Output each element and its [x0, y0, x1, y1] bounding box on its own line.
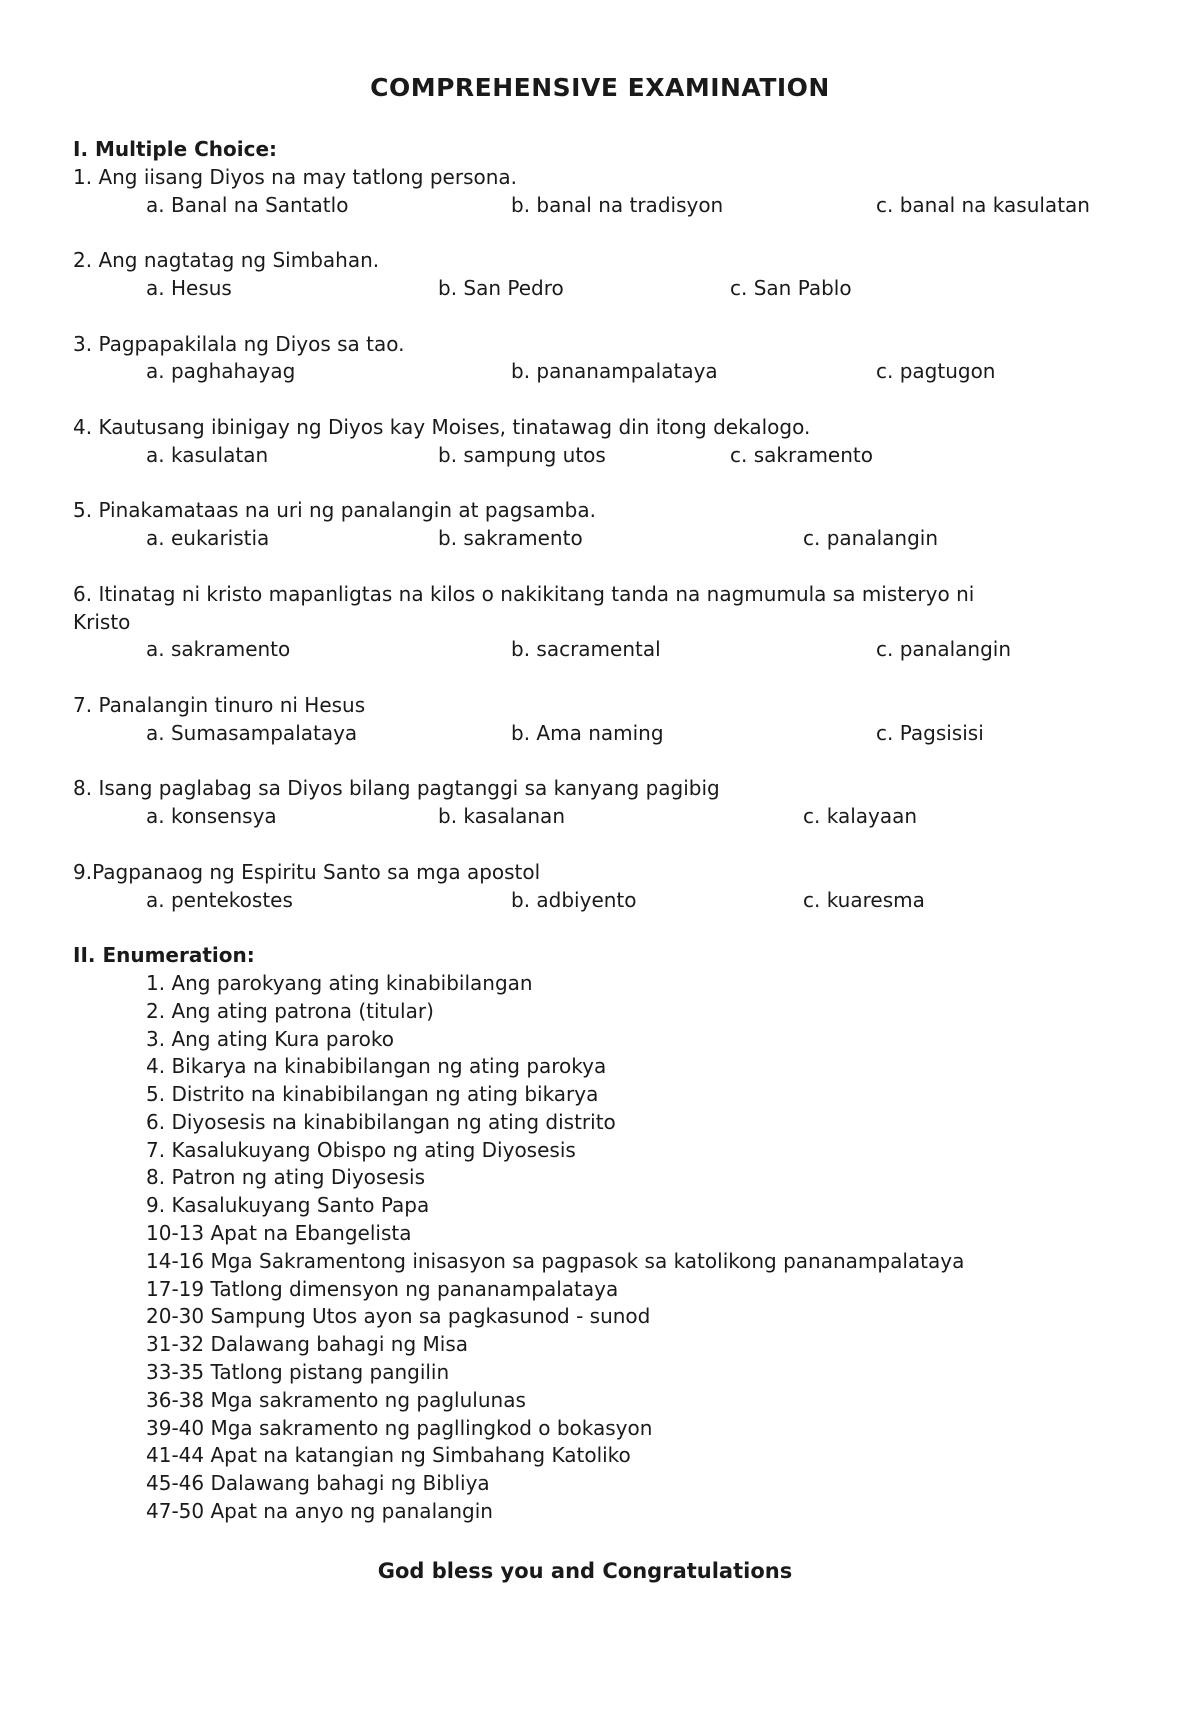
question-2 — [73, 247, 1133, 303]
choice-a: a. Sumasampalataya — [146, 720, 358, 745]
choice-c: c. pagtugon — [876, 359, 996, 384]
question-text: 8. Isang paglabag sa Diyos bilang pagtanggi sa kanyang pagibig — [73, 776, 720, 801]
list-item: 6. Diyosesis na kinabibilangan ng ating distrito — [146, 1109, 616, 1134]
list-item: 33-35 Tatlong pistang pangilin — [146, 1360, 450, 1385]
choice-b: b. kasalanan — [438, 804, 565, 829]
choice-c: c. kuaresma — [803, 887, 925, 912]
list-item: 47-50 Apat na anyo ng panalangin — [146, 1499, 493, 1524]
choice-c: c. San Pablo — [730, 275, 852, 300]
list-item: 31-32 Dalawang bahagi ng Misa — [146, 1332, 468, 1357]
list-item: 8. Patron ng ating Diyosesis — [146, 1165, 426, 1190]
question-text: 6. Itinatag ni kristo mapanligtas na kilos o nakikitang tanda na nagmumula sa misteryo ni — [73, 581, 975, 606]
choice-b: b. sakramento — [438, 526, 583, 551]
question-5 — [73, 497, 1133, 553]
list-item: 9. Kasalukuyang Santo Papa — [146, 1193, 430, 1218]
choice-a: a. Hesus — [146, 275, 232, 300]
question-4 — [73, 414, 1133, 470]
question-3 — [73, 331, 1133, 387]
question-text: 3. Pagpapakilala ng Diyos sa tao. — [73, 331, 405, 356]
list-item: 20-30 Sampung Utos ayon sa pagkasunod - sunod — [146, 1304, 651, 1329]
choice-c: c. panalangin — [876, 637, 1012, 662]
question-text: 4. Kautusang ibinigay ng Diyos kay Moises, tinatawag din itong dekalogo. — [73, 414, 811, 439]
question-text: 5. Pinakamataas na uri ng panalangin at pagsamba. — [73, 498, 596, 523]
list-item: 7. Kasalukuyang Obispo ng ating Diyosesis — [146, 1137, 576, 1162]
choice-b: b. banal na tradisyon — [511, 192, 724, 217]
choice-row — [73, 720, 1133, 748]
list-item: 41-44 Apat na katangian ng Simbahang Katoliko — [146, 1443, 631, 1468]
choice-b: b. adbiyento — [511, 887, 637, 912]
choice-b: b. San Pedro — [438, 275, 564, 300]
list-item: 14-16 Mga Sakramentong inisasyon sa pagpasok sa katolikong pananampalataya — [146, 1248, 965, 1273]
list-item: 1. Ang parokyang ating kinabibilangan — [146, 970, 533, 995]
list-item: 10-13 Apat na Ebangelista — [146, 1221, 412, 1246]
question-text-continued: Kristo — [73, 609, 131, 634]
list-item: 45-46 Dalawang bahagi ng Bibliya — [146, 1471, 490, 1496]
enumeration-heading: II. Enumeration: — [73, 943, 255, 968]
choice-c: c. Pagsisisi — [876, 720, 984, 745]
enumeration-list — [73, 970, 1133, 1526]
choice-a: a. kasulatan — [146, 442, 269, 467]
question-7 — [73, 692, 1133, 748]
choice-row — [73, 358, 1133, 386]
choice-a: a. pentekostes — [146, 887, 293, 912]
list-item: 2. Ang ating patrona (titular) — [146, 998, 434, 1023]
choice-a: a. Banal na Santatlo — [146, 192, 349, 217]
choice-b: b. pananampalataya — [511, 359, 718, 384]
question-text: 7. Panalangin tinuro ni Hesus — [73, 692, 366, 717]
list-item: 17-19 Tatlong dimensyon ng pananampalataya — [146, 1276, 619, 1301]
choice-row — [73, 192, 1133, 220]
choice-row — [73, 442, 1133, 470]
choice-a: a. konsensya — [146, 804, 277, 829]
choice-b: b. sampung utos — [438, 442, 606, 467]
list-item: 36-38 Mga sakramento ng paglulunas — [146, 1387, 526, 1412]
list-item: 4. Bikarya na kinabibilangan ng ating parokya — [146, 1054, 607, 1079]
multiple-choice-heading: I. Multiple Choice: — [73, 137, 278, 161]
choice-c: c. sakramento — [730, 442, 873, 467]
choice-b: b. sacramental — [511, 637, 661, 662]
question-8 — [73, 775, 1133, 831]
choice-a: a. sakramento — [146, 637, 291, 662]
choice-row — [73, 275, 1133, 303]
choice-c: c. kalayaan — [803, 804, 918, 829]
exam-content — [73, 136, 1133, 1526]
closing-message: God bless you and Congratulations — [377, 1559, 793, 1583]
question-text: 2. Ang nagtatag ng Simbahan. — [73, 248, 380, 273]
choice-b: b. Ama naming — [511, 720, 664, 745]
choice-row — [73, 636, 1133, 664]
list-item: 39-40 Mga sakramento ng pagllingkod o bokasyon — [146, 1415, 653, 1440]
question-text: 1. Ang iisang Diyos na may tatlong persona. — [73, 164, 518, 189]
choice-c: c. banal na kasulatan — [876, 192, 1090, 217]
question-text: 9.Pagpanaog ng Espiritu Santo sa mga apostol — [73, 859, 541, 884]
question-6 — [73, 581, 1133, 664]
list-item: 3. Ang ating Kura paroko — [146, 1026, 394, 1051]
choice-a: a. paghahayag — [146, 359, 296, 384]
list-item: 5. Distrito na kinabibilangan ng ating bikarya — [146, 1082, 599, 1107]
choice-a: a. eukaristia — [146, 526, 270, 551]
question-1 — [73, 164, 1133, 220]
choice-row — [73, 525, 1133, 553]
choice-row — [73, 803, 1133, 831]
page-title: COMPREHENSIVE EXAMINATION — [370, 73, 830, 102]
choice-c: c. panalangin — [803, 526, 939, 551]
choice-row — [73, 887, 1133, 915]
question-9 — [73, 859, 1133, 915]
